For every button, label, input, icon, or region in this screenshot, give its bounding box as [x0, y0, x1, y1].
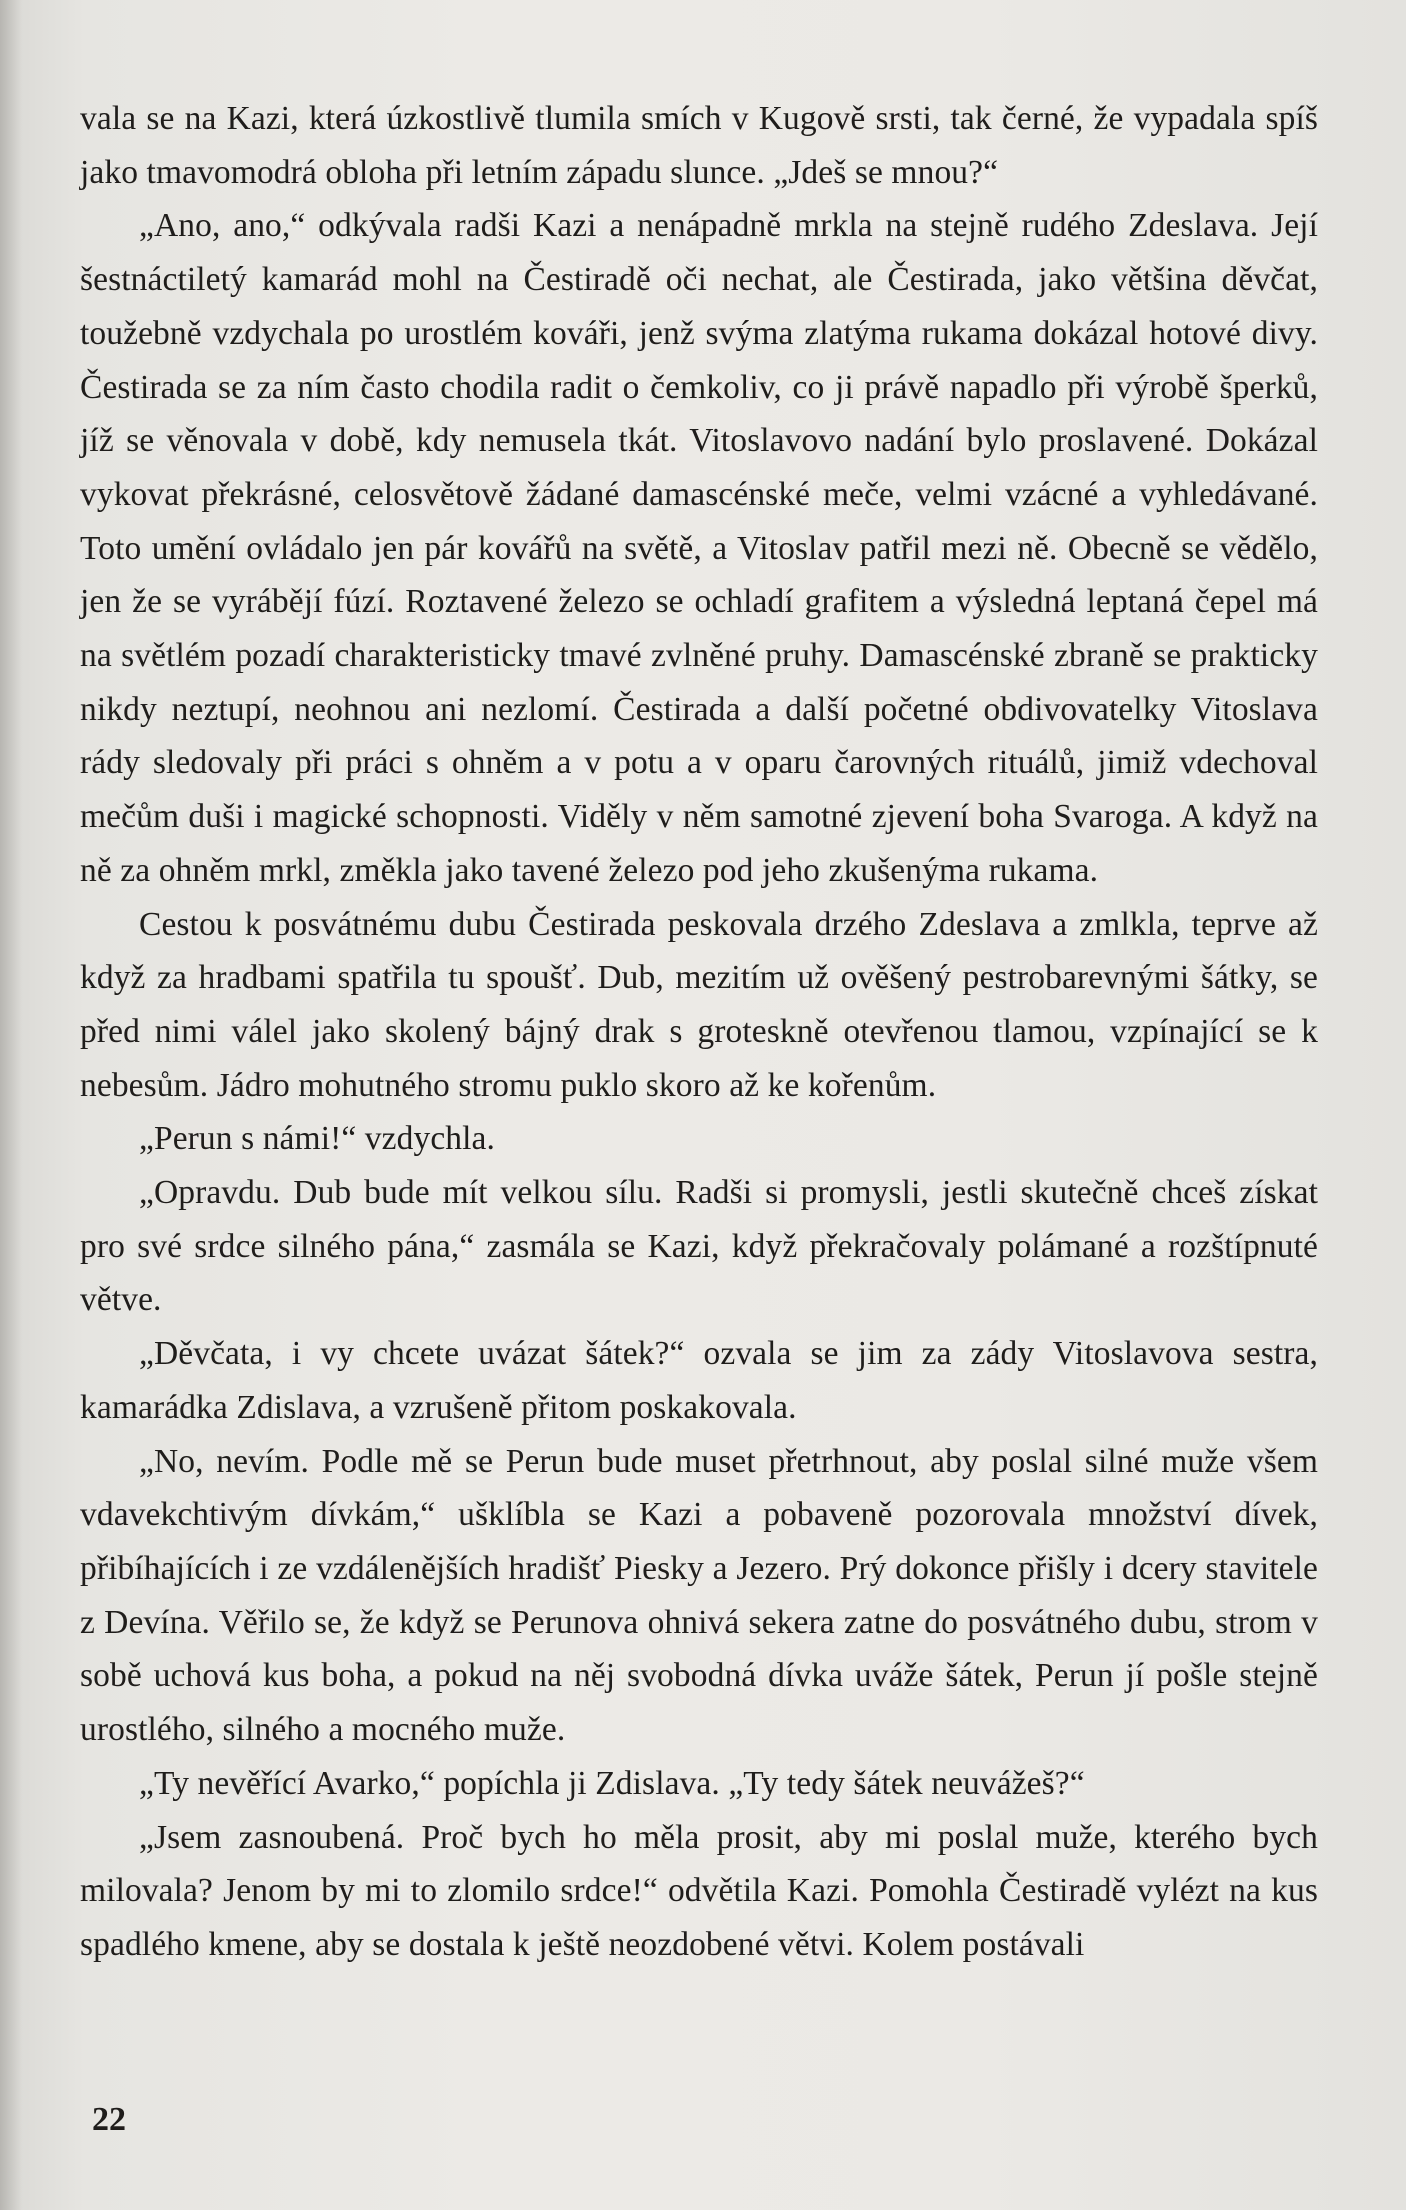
paragraph-3: Cestou k posvátnému dubu Čestirada peskovala drzého Zdeslava a zmlkla, teprve až když za hradbami spatřila tu spoušť. Dub, mezitím už ověšený pestrobarevnými šátky, se před nimi válel jako skolený bájný drak s groteskně otevřenou tlamou, vzpínající se k nebesům. Jádro mohutného stromu puklo skoro až ke kořenům.	[80, 905, 1318, 1104]
paragraph-7: „No, nevím. Podle mě se Perun bude muset přetrhnout, aby poslal silné muže všem vdavekchtivým dívkám,“ ušklíbla se Kazi a pobaveně pozorovala množství dívek, přibíhajících i ze vzdálenějších hradišť Piesky a Jezero. Prý dokonce přišly i dcery stavitele z Devína. Věřilo se, že když se Perunova ohnivá sekera zatne do posvátného dubu, strom v sobě uchová kus boha, a pokud na něj svobodná dívka uváže šátek, Perun jí pošle stejně urostlého, silného a mocného muže.	[80, 1442, 1318, 1749]
body-text	[80, 92, 1318, 1972]
paragraph-4: „Perun s námi!“ vzdychla.	[139, 1120, 495, 1158]
paragraph-5: „Opravdu. Dub bude mít velkou sílu. Radši si promysli, jestli skutečně chceš získat pro své srdce silného pána,“ zasmála se Kazi, když překračovaly polámané a rozštípnuté větve.	[80, 1174, 1318, 1319]
paragraph-9: „Jsem zasnoubená. Proč bych ho měla prosit, aby mi poslal muže, kterého bych milovala? Jenom by mi to zlomilo srdce!“ odvětila Kazi. Pomohla Čestiradě vylézt na kus spadlého kmene, aby se dostala k ještě neozdobené větvi. Kolem postávali	[80, 1818, 1318, 1963]
paragraph-6: „Děvčata, i vy chcete uvázat šátek?“ ozvala se jim za zády Vitoslavova sestra, kamarádka Zdislava, a vzrušeně přitom poskakovala.	[80, 1335, 1318, 1426]
page-gutter-shadow	[0, 0, 22, 2210]
page-number: 22	[92, 2101, 126, 2138]
paragraph-8: „Ty nevěřící Avarko,“ popíchla ji Zdislava. „Ty tedy šátek neuvážeš?“	[139, 1764, 1085, 1802]
paragraph-2: „Ano, ano,“ odkývala radši Kazi a nenápadně mrkla na stejně rudého Zdeslava. Její šestnáctiletý kamarád mohl na Čestiradě oči nechat, ale Čestirada, jako většina děvčat, toužebně vzdychala po urostlém kováři, jenž svýma zlatýma rukama dokázal hotové divy. Čestirada se za ním často chodila radit o čemkoliv, co ji právě napadlo při výrobě šperků, jíž se věnovala v době, kdy nemusela tkát. Vitoslavovo nadání bylo proslavené. Dokázal vykovat překrásné, celosvětově žádané damascénské meče, velmi vzácné a vyhledávané. Toto umění ovládalo jen pár kovářů na světě, a Vitoslav patřil mezi ně. Obecně se vědělo, jen že se vyrábějí fúzí. Roztavené železo se ochladí grafitem a výsledná leptaná čepel má na světlém pozadí charakteristicky tmavé zvlněné pruhy. Damascénské zbraně se prakticky nikdy neztupí, neohnou ani nezlomí. Čestirada a další početné obdivovatelky Vitoslava rády sledovaly při práci s ohněm a v potu a v oparu čarovných rituálů, jimiž vdechoval mečům duši i magické schopnosti. Viděly v něm samotné zjevení boha Svaroga. A když na ně za ohněm mrkl, změkla jako tavené železo pod jeho zkušenýma rukama.	[80, 207, 1318, 889]
paragraph-1: vala se na Kazi, která úzkostlivě tlumila smích v Kugově srsti, tak černé, že vypadala spíš jako tmavomodrá obloha při letním západu slunce. „Jdeš se mnou?“	[80, 100, 1318, 191]
